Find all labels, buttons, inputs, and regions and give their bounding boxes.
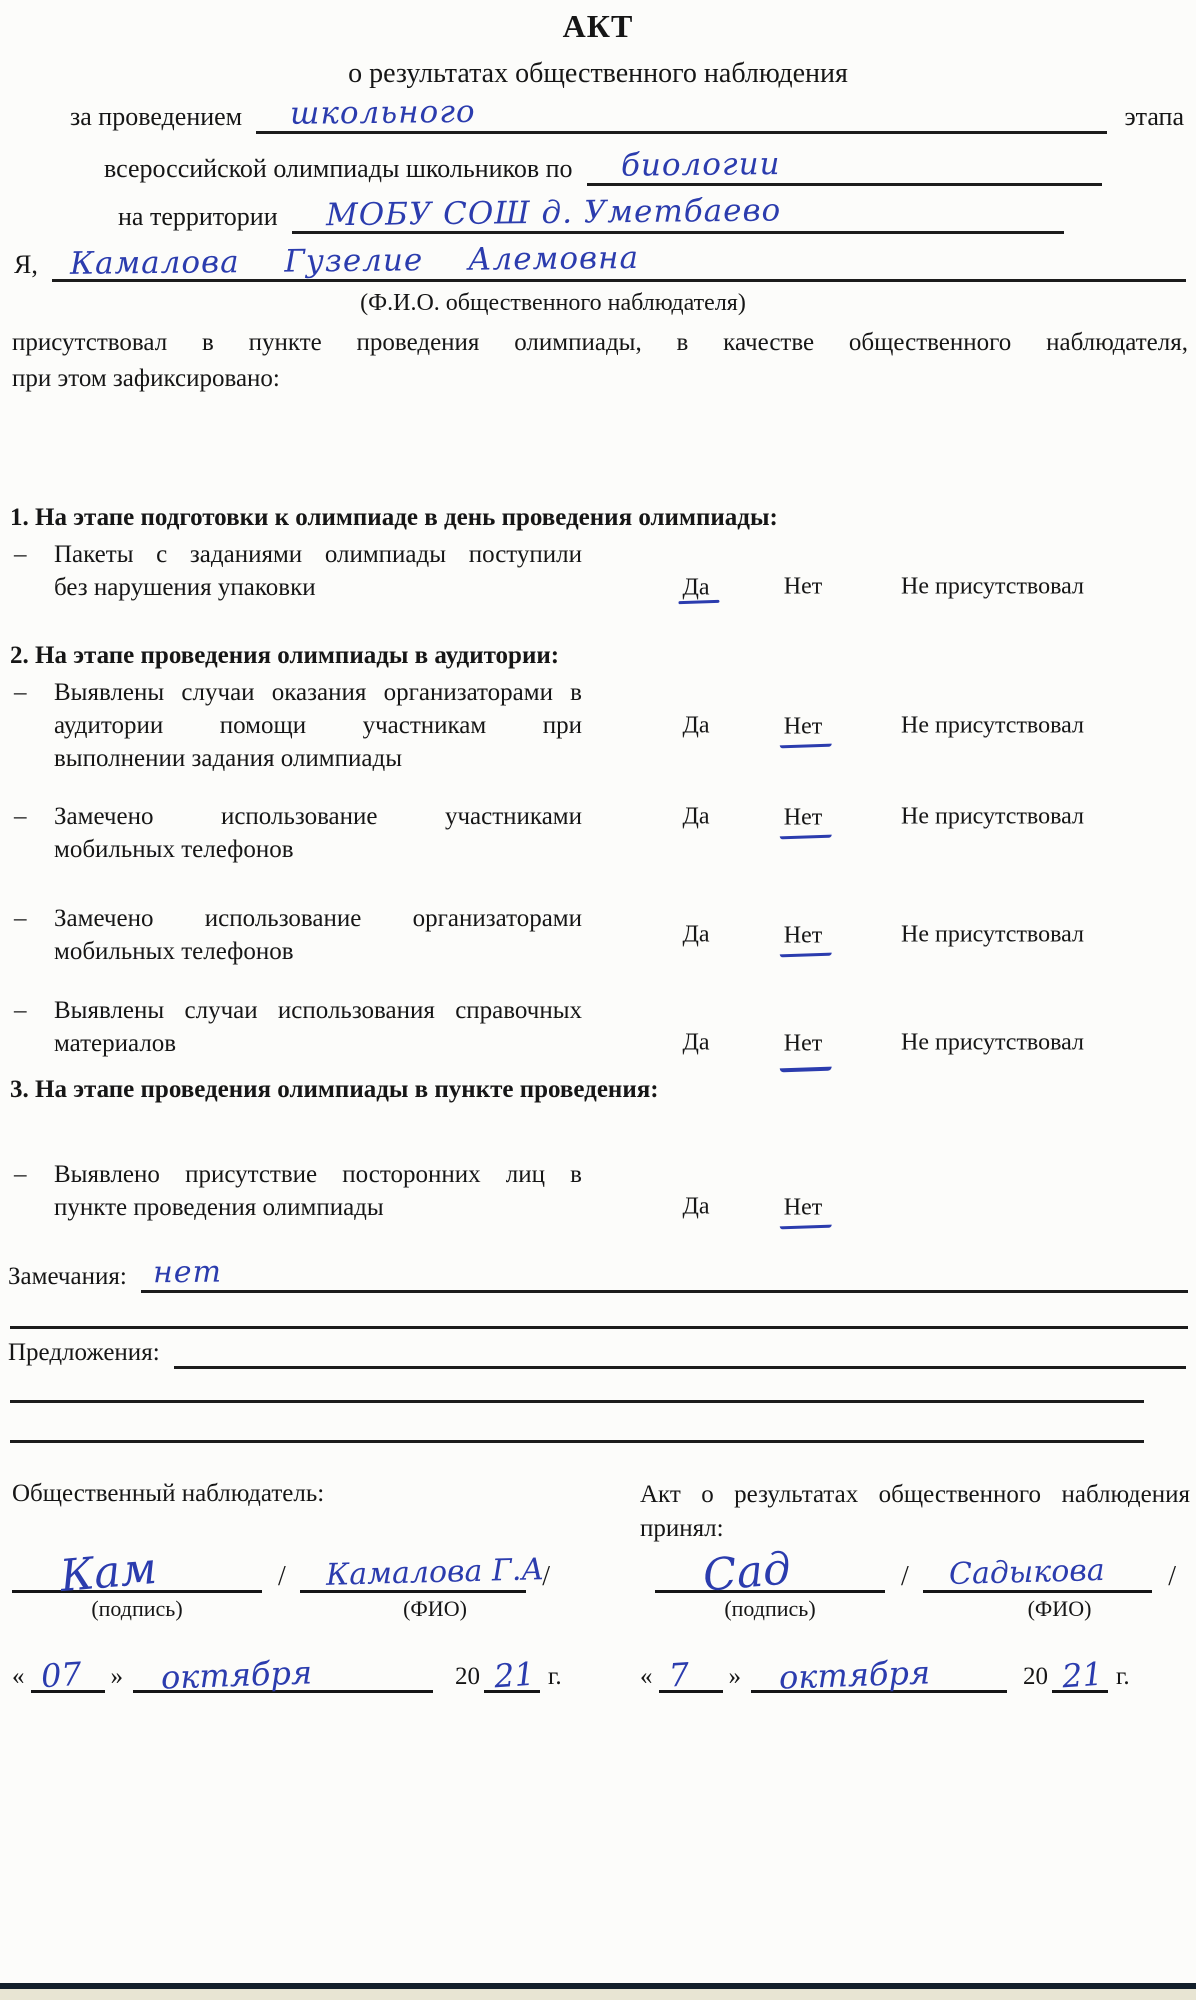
intro-paragraph: [12, 325, 1188, 397]
acceptor-signature-captions: [655, 1596, 1190, 1622]
suggestions-blank-line: [174, 1338, 1186, 1369]
statement-line: мобильных телефонов: [54, 938, 294, 965]
year-suffix: г.: [548, 1663, 562, 1690]
statement-row: [14, 538, 1190, 604]
suggestions-handwriting: [174, 1357, 186, 1359]
observer-fio-line: [300, 1542, 545, 1593]
remarks-blank-line: [141, 1254, 1188, 1293]
option-no-selected: Нет: [783, 1030, 823, 1057]
option-no-selected: Нет: [783, 804, 823, 831]
remarks-row: [8, 1254, 1188, 1293]
subject-blank-line: [587, 145, 1102, 186]
document-title: АКТ: [562, 8, 634, 44]
observer-signature-captions: [12, 1596, 564, 1622]
bullet-dash: –: [14, 803, 27, 830]
option-absent: Не присутствовал: [901, 921, 1084, 948]
statement-line: материалов: [54, 1030, 177, 1057]
year-line: [1052, 1650, 1108, 1696]
statement-text: [54, 800, 582, 866]
option-no: Нет: [783, 573, 823, 600]
scan-edge-band: [0, 1989, 1196, 2000]
close-quote: »: [728, 1663, 741, 1690]
statement-line: Пакеты с заданиями олимпиады поступили: [54, 541, 582, 568]
acceptor-signature-handwriting: Сад: [700, 1543, 793, 1602]
option-yes: Да: [682, 1029, 710, 1056]
statement-line: Замечено использование участниками: [54, 803, 582, 830]
year-century: 20: [455, 1663, 480, 1690]
caption-gap: [885, 1596, 929, 1622]
option-yes: Да: [682, 1193, 710, 1220]
options-row: [582, 1158, 1190, 1224]
observer-signature-handwriting: Кам: [57, 1542, 159, 1603]
option-no-selected: Нет: [783, 1194, 823, 1221]
observer-signature-row: [12, 1542, 564, 1603]
suggestions-row: [8, 1338, 1186, 1369]
option-absent: Не присутствовал: [901, 803, 1084, 830]
year-line: [484, 1650, 540, 1696]
year-handwriting: 21: [492, 1654, 536, 1696]
options-row: [582, 800, 1190, 866]
day-line: [31, 1650, 105, 1696]
option-no-selected: Нет: [783, 713, 823, 739]
statement-text: [54, 994, 582, 1060]
suggestions-label: Предложения:: [8, 1339, 160, 1366]
close-quote: »: [110, 1663, 123, 1690]
statement-text: [54, 676, 582, 775]
stage-blank-line: [256, 93, 1106, 134]
statement-row: [14, 902, 1190, 968]
statement-line: Выявлены случаи использования справочных: [54, 997, 582, 1024]
day-handwriting: 7: [667, 1655, 691, 1695]
statement-row: [14, 676, 1190, 775]
slash-separator: /: [1168, 1561, 1176, 1592]
statement-line: Выявлено присутствие посторонних лиц в: [54, 1161, 582, 1188]
observer-fio-handwriting: Камалова Г.А: [325, 1552, 545, 1593]
options-row: [582, 902, 1190, 968]
acceptor-fio-handwriting: Садыкова: [948, 1552, 1105, 1593]
bullet-dash: –: [14, 1161, 27, 1188]
signature-caption: (подпись): [724, 1596, 816, 1621]
fio-caption: (ФИО): [1027, 1596, 1092, 1621]
acceptor-fio-line: [923, 1542, 1152, 1593]
bullet-dash: –: [14, 997, 27, 1024]
option-yes: Да: [682, 712, 710, 738]
option-absent: Не присутствовал: [901, 1029, 1084, 1056]
month-handwriting: октября: [160, 1653, 313, 1697]
territory-prefix: на территории: [118, 202, 278, 231]
options-row: [582, 994, 1190, 1060]
observer-name-caption: (Ф.И.О. общественного наблюдателя): [360, 290, 746, 316]
fill-line-observer-name: [14, 239, 1186, 282]
signature-caption: (подпись): [91, 1596, 183, 1621]
territory-handwriting: МОБУ СОШ д. Уметбаево: [325, 192, 782, 234]
options-row: [582, 538, 1190, 604]
stage-suffix: этапа: [1124, 102, 1184, 131]
statement-row: [14, 1158, 1190, 1224]
year-handwriting: 21: [1060, 1654, 1104, 1696]
fill-line-subject: [104, 145, 1102, 186]
territory-blank-line: [292, 192, 1064, 234]
observer-blank-line: [52, 239, 1186, 282]
slash-separator: /: [278, 1561, 286, 1592]
day-line: [659, 1650, 723, 1693]
statement-line: Замечено использование организаторами: [54, 905, 582, 932]
slash-separator: /: [901, 1561, 909, 1592]
blank-ruled-line: [10, 1440, 1144, 1443]
options-row: [582, 676, 1190, 775]
option-yes: Да: [682, 803, 710, 830]
statement-line: без нарушения упаковки: [54, 574, 316, 601]
blank-ruled-line: [10, 1400, 1144, 1403]
statement-line: выполнении задания олимпиады: [54, 745, 402, 772]
stage-handwriting: школьного: [289, 93, 476, 132]
bullet-dash: –: [14, 679, 27, 706]
slash-separator: /: [542, 1561, 550, 1592]
month-handwriting: октября: [778, 1653, 931, 1697]
bullet-dash: –: [14, 541, 27, 568]
caption-gap: [262, 1596, 306, 1622]
intro-line-2: при этом зафиксировано:: [12, 365, 280, 392]
month-line: [133, 1650, 433, 1697]
year-century: 20: [1023, 1663, 1048, 1690]
section-2-heading: 2. На этапе проведения олимпиады в аудитории:: [10, 642, 560, 669]
bullet-dash: –: [14, 905, 27, 932]
day-handwriting: 07: [39, 1654, 83, 1696]
fio-caption: (ФИО): [403, 1596, 467, 1621]
option-yes: Да: [682, 921, 710, 948]
statement-text: [54, 902, 582, 968]
option-absent: Не присутствовал: [901, 712, 1084, 738]
acceptor-signature-line: [655, 1542, 885, 1602]
month-line: [751, 1650, 1007, 1697]
acceptor-date-row: [640, 1650, 1130, 1697]
fill-line-territory: [118, 192, 1064, 234]
statement-row: [14, 994, 1190, 1060]
fill-line-stage: [70, 93, 1184, 134]
acceptor-signature-row: [655, 1542, 1190, 1602]
remarks-label: Замечания:: [8, 1263, 127, 1290]
document-subtitle: о результатах общественного наблюдения: [348, 58, 848, 89]
open-quote: «: [12, 1663, 25, 1690]
observer-name-handwriting: Камалова Гузелие Алемовна: [69, 239, 639, 282]
option-yes-selected: Да: [682, 574, 710, 601]
intro-line-1: присутствовал в пункте проведения олимпиады, в качестве общественного наблюдателя,: [12, 329, 1188, 356]
blank-ruled-line: [10, 1326, 1188, 1329]
acceptor-signature-heading: Акт о результатах общественного наблюдения принял:: [640, 1481, 1190, 1542]
observer-date-row: [12, 1650, 562, 1697]
remarks-handwriting: нет: [152, 1254, 222, 1291]
statement-text: [54, 538, 582, 604]
observer-signature-line: [12, 1542, 262, 1603]
section-1-heading: 1. На этапе подготовки к олимпиаде в день проведения олимпиады:: [10, 504, 778, 531]
statement-line: Выявлены случаи оказания организаторами в: [54, 679, 582, 706]
open-quote: «: [640, 1663, 653, 1690]
stage-prefix: за проведением: [70, 102, 243, 131]
subject-handwriting: биологии: [620, 145, 781, 184]
observer-signature-heading: Общественный наблюдатель:: [12, 1480, 325, 1507]
option-no-selected: Нет: [783, 922, 823, 949]
statement-text: [54, 1158, 582, 1224]
statement-line: аудитории помощи участникам при: [54, 712, 582, 739]
statement-row: [14, 800, 1190, 866]
statement-line: мобильных телефонов: [54, 836, 294, 863]
observer-prefix: Я,: [14, 250, 38, 279]
subject-prefix: всероссийской олимпиады школьников по: [104, 154, 573, 183]
year-suffix: г.: [1116, 1663, 1130, 1690]
section-3-heading: 3. На этапе проведения олимпиады в пункте проведения:: [10, 1076, 659, 1103]
option-absent: Не присутствовал: [901, 573, 1084, 600]
statement-line: пункте проведения олимпиады: [54, 1194, 384, 1221]
